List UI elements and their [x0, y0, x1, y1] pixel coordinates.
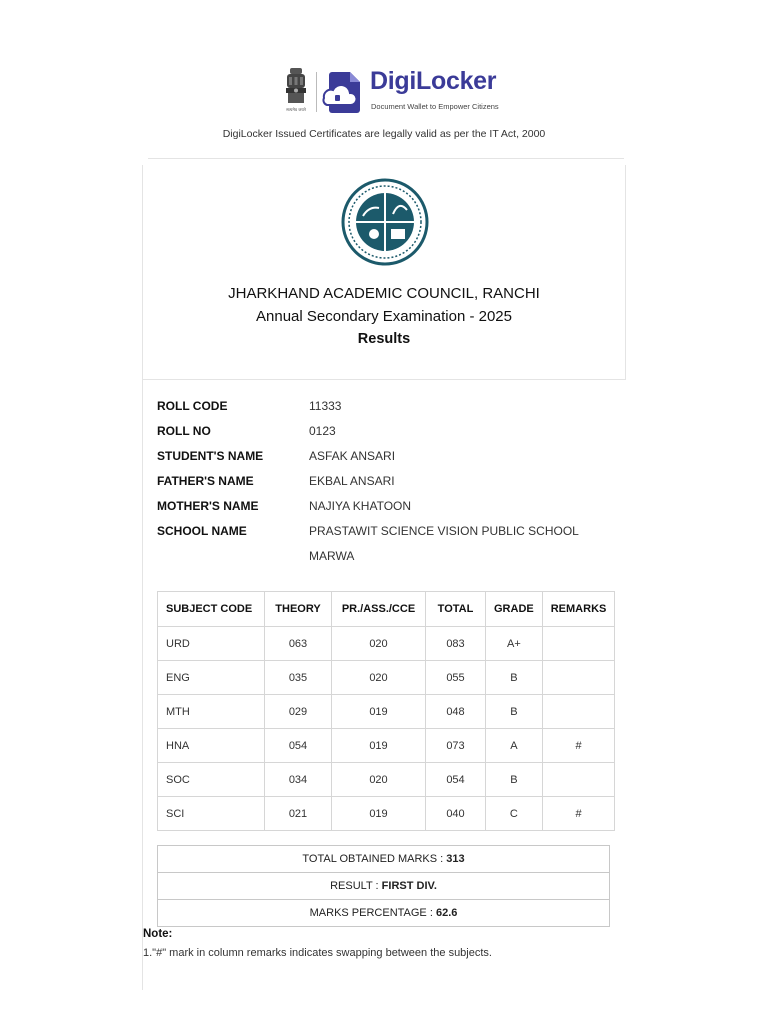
- table-cell: 034: [265, 763, 332, 797]
- note-title: Note:: [143, 928, 173, 940]
- percentage-value: 62.6: [435, 907, 458, 919]
- result-box: [157, 872, 610, 900]
- table-cell: #: [542, 729, 615, 763]
- national-emblem-icon: [281, 66, 311, 114]
- info-label: STUDENT'S NAME: [157, 449, 264, 463]
- digilocker-logo-icon: [322, 68, 366, 114]
- table-cell: [542, 695, 615, 729]
- table-cell: 029: [265, 695, 332, 729]
- table-cell: 040: [426, 797, 486, 831]
- school-name-line1: PRASTAWIT SCIENCE VISION PUBLIC SCHOOL: [309, 524, 579, 538]
- marks-table: [157, 591, 615, 831]
- table-cell: A+: [486, 627, 543, 661]
- table-cell: 020: [332, 763, 426, 797]
- digilocker-header: [0, 60, 768, 120]
- table-row: [158, 729, 615, 763]
- jac-seal-icon: [341, 178, 429, 266]
- percentage-box: [157, 899, 610, 927]
- school-name-line2: MARWA: [309, 549, 355, 563]
- exam-name: Annual Secondary Examination - 2025: [256, 308, 512, 325]
- table-cell: B: [486, 661, 543, 695]
- info-label: SCHOOL NAME: [157, 524, 247, 538]
- info-label: MOTHER'S NAME: [157, 499, 259, 513]
- column-header: TOTAL: [426, 592, 486, 627]
- column-header: GRADE: [486, 592, 543, 627]
- info-value: [309, 519, 589, 569]
- table-cell: 020: [332, 661, 426, 695]
- table-cell: A: [486, 729, 543, 763]
- note-text: 1."#" mark in column remarks indicates swapping between the subjects.: [143, 947, 492, 959]
- info-value: 11333: [309, 399, 342, 413]
- header-divider: [316, 72, 317, 112]
- info-label: ROLL CODE: [157, 399, 228, 413]
- table-row: [158, 627, 615, 661]
- info-label: ROLL NO: [157, 424, 211, 438]
- table-cell: B: [486, 695, 543, 729]
- table-row: [158, 763, 615, 797]
- info-label: FATHER'S NAME: [157, 474, 254, 488]
- table-cell: URD: [158, 627, 265, 661]
- table-cell: 055: [426, 661, 486, 695]
- info-value: 0123: [309, 424, 336, 438]
- column-header: PR./ASS./CCE: [332, 592, 426, 627]
- table-cell: 054: [265, 729, 332, 763]
- column-header: REMARKS: [542, 592, 615, 627]
- table-cell: [542, 627, 615, 661]
- table-cell: 021: [265, 797, 332, 831]
- total-marks-box: [157, 845, 610, 873]
- digilocker-tagline: Document Wallet to Empower Citizens: [371, 102, 499, 111]
- table-cell: SOC: [158, 763, 265, 797]
- total-marks-label: TOTAL OBTAINED MARKS :: [302, 853, 447, 865]
- table-row: [158, 661, 615, 695]
- table-cell: 054: [426, 763, 486, 797]
- info-value: EKBAL ANSARI: [309, 474, 395, 488]
- table-cell: [542, 763, 615, 797]
- table-cell: MTH: [158, 695, 265, 729]
- certificate-titles: [0, 282, 768, 351]
- info-value: ASFAK ANSARI: [309, 449, 396, 463]
- results-heading: Results: [357, 331, 411, 347]
- svg-text:सत्यमेव जयते: सत्यमेव जयते: [286, 107, 306, 112]
- table-cell: C: [486, 797, 543, 831]
- digilocker-brand: DigiLocker: [370, 67, 497, 95]
- table-cell: B: [486, 763, 543, 797]
- percentage-label: MARKS PERCENTAGE :: [309, 907, 436, 919]
- card-border-top: [148, 158, 624, 159]
- table-cell: [542, 661, 615, 695]
- table-cell: 035: [265, 661, 332, 695]
- table-cell: SCI: [158, 797, 265, 831]
- table-cell: 019: [332, 797, 426, 831]
- column-header: SUBJECT CODE: [158, 592, 265, 627]
- result-label: RESULT :: [330, 880, 382, 892]
- board-name: JHARKHAND ACADEMIC COUNCIL, RANCHI: [228, 285, 540, 302]
- table-header-row: [158, 592, 615, 627]
- table-cell: 083: [426, 627, 486, 661]
- info-value: NAJIYA KHATOON: [309, 499, 412, 513]
- table-cell: 073: [426, 729, 486, 763]
- table-cell: #: [542, 797, 615, 831]
- table-cell: HNA: [158, 729, 265, 763]
- table-cell: 048: [426, 695, 486, 729]
- table-cell: ENG: [158, 661, 265, 695]
- result-value: FIRST DIV.: [381, 880, 437, 892]
- legal-notice: DigiLocker Issued Certificates are legally valid as per the IT Act, 2000: [222, 128, 546, 140]
- table-cell: 019: [332, 729, 426, 763]
- table-row: [158, 695, 615, 729]
- column-header: THEORY: [265, 592, 332, 627]
- table-cell: 020: [332, 627, 426, 661]
- section-divider: [142, 379, 626, 380]
- total-marks-value: 313: [446, 853, 465, 865]
- table-cell: 019: [332, 695, 426, 729]
- table-cell: 063: [265, 627, 332, 661]
- table-row: [158, 797, 615, 831]
